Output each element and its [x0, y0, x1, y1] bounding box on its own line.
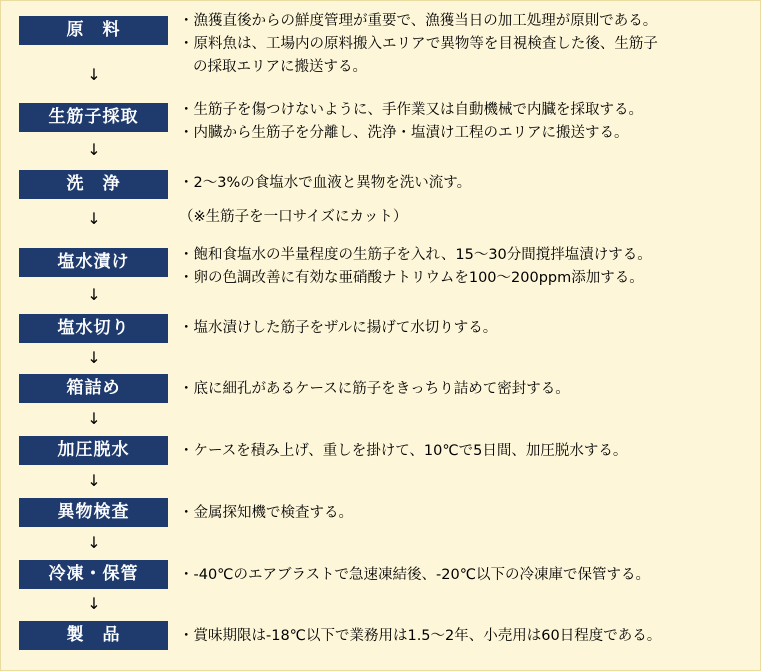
step-box-salting: 塩水漬け [19, 248, 168, 277]
step-desc-draining [179, 317, 754, 340]
step-desc-washing [179, 172, 754, 195]
step-desc-freezing-storage [179, 564, 754, 587]
step-desc-roe-extraction [179, 99, 754, 145]
desc-line: ・生筋子を傷つけないように、手作業又は自動機械で内臓を採取する。 [179, 102, 643, 118]
flow-arrow: ↓ [87, 285, 101, 304]
desc-line: ・底に細孔があるケースに筋子をきっちり詰めて密封する。 [179, 381, 570, 397]
desc-line: ・-40℃のエアブラストで急速凍結後、-20℃以下の冷凍庫で保管する。 [179, 567, 650, 583]
step-box-product: 製 品 [19, 621, 168, 650]
step-desc-packing [179, 378, 754, 401]
flow-arrow: ↓ [87, 471, 101, 490]
desc-line: ・内臓から生筋子を分離し、洗浄・塩漬け工程のエリアに搬送する。 [179, 125, 629, 141]
desc-line: ・漁獲直後からの鮮度管理が重要で、漁獲当日の加工処理が原則である。 [179, 13, 658, 29]
desc-line: ・卵の色調改善に有効な亜硝酸ナトリウムを100～200ppm添加する。 [179, 270, 644, 286]
step-box-draining: 塩水切り [19, 314, 168, 343]
step-box-foreign-matter-inspection: 異物検査 [19, 498, 168, 527]
desc-line: ・原料魚は、工場内の原料搬入エリアで異物等を目視検査した後、生筋子 [179, 36, 658, 52]
step-desc-foreign-matter-inspection [179, 502, 754, 525]
desc-line: の採取エリアに搬送する。 [193, 59, 367, 75]
flow-arrow: ↓ [87, 594, 101, 613]
flow-arrow: ↓ [87, 140, 101, 159]
step-box-press-dehydration: 加圧脱水 [19, 436, 168, 465]
flow-arrow: ↓ [87, 65, 101, 84]
flow-arrow: ↓ [87, 209, 101, 228]
desc-line: ・塩水漬けした筋子をザルに揚げて水切りする。 [179, 320, 498, 336]
step-box-roe-extraction: 生筋子採取 [19, 103, 168, 132]
step-box-freezing-storage: 冷凍・保管 [19, 560, 168, 589]
step-desc-press-dehydration [179, 440, 754, 463]
step-box-washing: 洗 浄 [19, 170, 168, 199]
desc-line: ・賞味期限は-18℃以下で業務用は1.5～2年、小売用は60日程度である。 [179, 628, 662, 644]
flow-arrow: ↓ [87, 533, 101, 552]
desc-line: ・飽和食塩水の半量程度の生筋子を入れ、15～30分間撹拌塩漬けする。 [179, 247, 652, 263]
desc-line: ・金属探知機で検査する。 [179, 505, 353, 521]
step-desc-salting [179, 244, 754, 290]
step-box-packing: 箱詰め [19, 374, 168, 403]
step-box-raw-material: 原 料 [19, 16, 168, 45]
desc-line: ・2～3%の食塩水で血液と異物を洗い流す。 [179, 175, 472, 191]
flow-arrow: ↓ [87, 409, 101, 428]
flow-arrow: ↓ [87, 348, 101, 367]
step-desc-product [179, 625, 754, 648]
step-desc-raw-material [179, 10, 754, 79]
desc-line: ・ケースを積み上げ、重しを掛けて、10℃で5日間、加圧脱水する。 [179, 443, 628, 459]
cut-note: （※生筋子を一口サイズにカット） [179, 209, 408, 225]
